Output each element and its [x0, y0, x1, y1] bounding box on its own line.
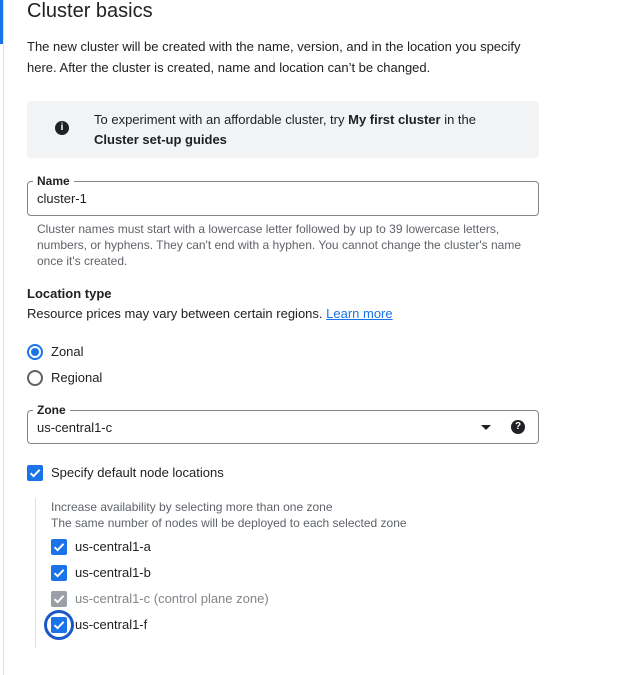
active-section-indicator: [0, 0, 3, 44]
zone-checkbox-us-central1-a[interactable]: [51, 539, 67, 555]
my-first-cluster-text: My first cluster: [348, 112, 441, 127]
zone-label-us-central1-b[interactable]: us-central1-b: [75, 565, 151, 580]
specify-node-locations-checkbox[interactable]: [27, 465, 43, 481]
name-field[interactable]: [27, 174, 539, 216]
zone-label-us-central1-a[interactable]: us-central1-a: [75, 539, 151, 554]
location-type-heading: Location type: [27, 286, 112, 301]
hint-line: The same number of nodes will be deployed to each selected zone: [51, 516, 407, 530]
cluster-setup-guides-text: Cluster set-up guides: [94, 132, 227, 147]
regional-radio-label[interactable]: Regional: [51, 370, 103, 385]
zone-checkbox-us-central1-b[interactable]: [51, 565, 67, 581]
checkmark-icon: [52, 566, 66, 580]
zonal-radio-label[interactable]: Zonal: [51, 344, 84, 359]
node-locations-hint: [51, 499, 471, 531]
nested-divider: [35, 498, 36, 648]
callout-text: in the: [440, 112, 477, 127]
name-field-label: Name: [33, 174, 74, 188]
specify-node-locations-label[interactable]: Specify default node locations: [51, 465, 224, 480]
zone-label-us-central1-c: us-central1-c (control plane zone): [75, 591, 269, 606]
help-icon[interactable]: ?: [511, 420, 525, 434]
zone-field-label: Zone: [33, 403, 70, 417]
info-callout: [27, 101, 539, 158]
page-title: Cluster basics: [27, 0, 153, 22]
callout-text: To experiment with an affordable cluster, try: [94, 112, 349, 127]
checkmark-icon: [28, 466, 42, 480]
dropdown-arrow-icon[interactable]: [481, 425, 491, 430]
callout-message: [94, 110, 524, 150]
hint-line: Increase availability by selecting more than one zone: [51, 500, 333, 514]
zone-checkbox-us-central1-f[interactable]: [51, 617, 67, 633]
info-icon: i: [55, 121, 69, 135]
checkmark-icon: [52, 592, 66, 606]
location-description-text: Resource prices may vary between certain regions.: [27, 306, 327, 321]
zone-select[interactable]: [27, 403, 539, 444]
name-input-value[interactable]: cluster-1: [37, 191, 87, 206]
zone-label-us-central1-f[interactable]: us-central1-f: [75, 617, 148, 632]
learn-more-link[interactable]: Learn more: [326, 306, 393, 321]
intro-text: The new cluster will be created with the name, version, and in the location you specify here. After the cluster is created, name and location can’t be changed.: [27, 39, 521, 75]
checkmark-icon: [52, 618, 66, 632]
left-border: [3, 0, 4, 675]
zonal-radio[interactable]: [27, 344, 43, 360]
checkmark-icon: [52, 540, 66, 554]
regional-radio[interactable]: [27, 370, 43, 386]
zone-select-value[interactable]: us-central1-c: [37, 420, 113, 435]
location-type-description: [27, 306, 393, 322]
zone-checkbox-us-central1-c: [51, 591, 67, 607]
name-hint: Cluster names must start with a lowercase letter followed by up to 39 lowercase letters, numbers, or hyphens. They can't end with a hyphen. You cannot change the cluster's name once it's created.: [37, 222, 522, 268]
